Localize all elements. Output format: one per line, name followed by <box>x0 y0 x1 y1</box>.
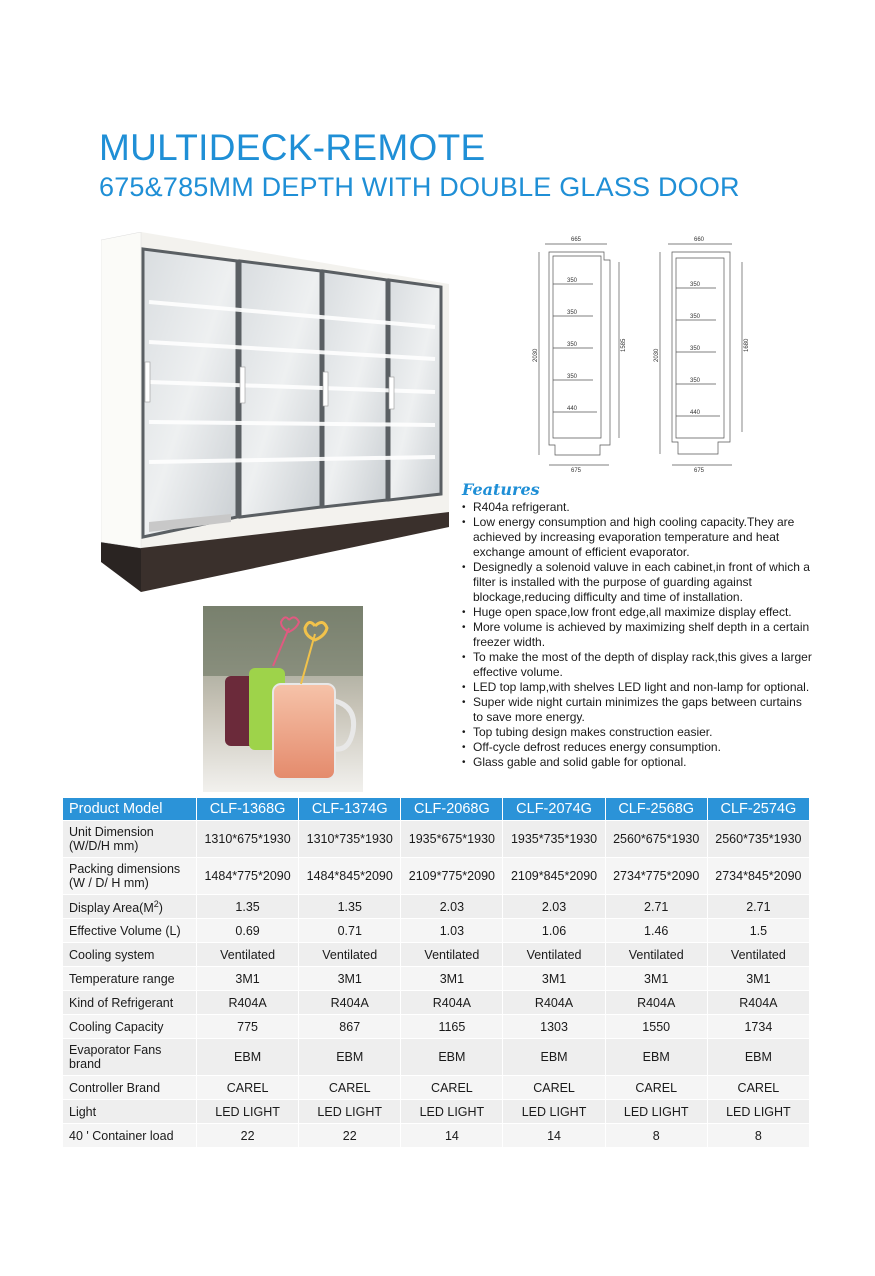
table-cell: LED LIGHT <box>197 1100 298 1123</box>
table-cell: CAREL <box>606 1076 707 1099</box>
feature-item: • Designedly a solenoid valuve in each cabinet,in front of which a filter is installed with the purpose of guarding against blockage,reducing difficulty and time of installation. <box>462 560 814 605</box>
table-cell: 1.46 <box>606 919 707 942</box>
table-header-row <box>63 798 809 820</box>
header-model: CLF-1368G <box>197 798 298 820</box>
dim-height-total: 2030 <box>533 348 539 362</box>
table-row <box>63 1015 809 1038</box>
row-label: Effective Volume (L) <box>63 919 196 942</box>
table-cell: 2109*775*2090 <box>401 858 502 894</box>
dim-inner-height: 1585 <box>621 338 627 352</box>
feature-item: • Off-cycle defrost reduces energy consumption. <box>462 740 814 755</box>
table-row <box>63 991 809 1014</box>
table-cell: 2560*675*1930 <box>606 821 707 857</box>
table-cell: CAREL <box>503 1076 604 1099</box>
table-cell: Ventilated <box>503 943 604 966</box>
table-row <box>63 943 809 966</box>
features-heading: Features <box>462 480 540 499</box>
feature-item: • Top tubing design makes construction easier. <box>462 725 814 740</box>
dim-bottom-shelf: 440 <box>567 406 578 412</box>
table-cell: Ventilated <box>708 943 809 966</box>
dim-shelf-1: 350 <box>690 282 701 288</box>
dim-shelf-3: 350 <box>567 342 578 348</box>
table-cell: 3M1 <box>197 967 298 990</box>
table-row <box>63 1100 809 1123</box>
table-cell: 2.03 <box>503 895 604 918</box>
table-cell: 1303 <box>503 1015 604 1038</box>
header-model: CLF-2568G <box>606 798 707 820</box>
row-label: Packing dimensions (W / D/ H mm) <box>63 858 196 894</box>
table-cell: EBM <box>503 1039 604 1075</box>
table-cell: 1310*735*1930 <box>299 821 400 857</box>
table-cell: CAREL <box>197 1076 298 1099</box>
dim-top-width: 660 <box>694 237 705 243</box>
dim-shelf-1: 350 <box>567 278 578 284</box>
table-cell: 3M1 <box>299 967 400 990</box>
table-cell: 1.5 <box>708 919 809 942</box>
table-cell: CAREL <box>299 1076 400 1099</box>
row-label: Evaporator Fans brand <box>63 1039 196 1075</box>
table-cell: R404A <box>708 991 809 1014</box>
table-cell: 1.06 <box>503 919 604 942</box>
table-cell: 22 <box>299 1124 400 1147</box>
table-cell: 2.71 <box>606 895 707 918</box>
table-cell: 14 <box>503 1124 604 1147</box>
table-cell: Ventilated <box>299 943 400 966</box>
table-cell: 8 <box>708 1124 809 1147</box>
table-cell: LED LIGHT <box>708 1100 809 1123</box>
table-cell: 0.71 <box>299 919 400 942</box>
table-cell: 775 <box>197 1015 298 1038</box>
page-subtitle: 675&785MM DEPTH WITH DOUBLE GLASS DOOR <box>99 172 740 202</box>
table-cell: R404A <box>197 991 298 1014</box>
section-drawing-675 <box>527 232 637 472</box>
table-cell: EBM <box>606 1039 707 1075</box>
dim-bottom-width: 675 <box>694 468 705 472</box>
table-row <box>63 895 809 918</box>
table-cell: LED LIGHT <box>606 1100 707 1123</box>
table-row <box>63 1076 809 1099</box>
table-cell: R404A <box>401 991 502 1014</box>
table-cell: EBM <box>197 1039 298 1075</box>
feature-item: • Glass gable and solid gable for optional. <box>462 755 814 770</box>
table-row <box>63 821 809 857</box>
feature-item: • Low energy consumption and high cooling capacity.They are achieved by increasing evaporation temperature and heat exchange amount of efficient evaporator. <box>462 515 814 560</box>
table-cell: 2.03 <box>401 895 502 918</box>
table-cell: 14 <box>401 1124 502 1147</box>
table-cell: 2.71 <box>708 895 809 918</box>
dim-inner-height: 1680 <box>744 338 750 352</box>
drinks-photo <box>203 606 363 792</box>
table-cell: 3M1 <box>503 967 604 990</box>
table-cell: CAREL <box>708 1076 809 1099</box>
section-drawing-660 <box>648 232 758 472</box>
table-cell: R404A <box>299 991 400 1014</box>
feature-item: • Super wide night curtain minimizes the gaps between curtains to save more energy. <box>462 695 814 725</box>
table-cell: CAREL <box>401 1076 502 1099</box>
dim-bottom-width: 675 <box>571 468 582 472</box>
row-label: Temperature range <box>63 967 196 990</box>
table-cell: LED LIGHT <box>401 1100 502 1123</box>
dim-shelf-4: 350 <box>567 374 578 380</box>
table-cell: 1734 <box>708 1015 809 1038</box>
features-list <box>462 500 814 770</box>
table-cell: R404A <box>503 991 604 1014</box>
header-model: CLF-1374G <box>299 798 400 820</box>
header-product-model: Product Model <box>63 798 196 820</box>
table-cell: EBM <box>299 1039 400 1075</box>
table-cell: 2109*845*2090 <box>503 858 604 894</box>
row-label: Controller Brand <box>63 1076 196 1099</box>
row-label: Cooling Capacity <box>63 1015 196 1038</box>
table-cell: 0.69 <box>197 919 298 942</box>
feature-item: • More volume is achieved by maximizing shelf depth in a certain freezer width. <box>462 620 814 650</box>
table-cell: 3M1 <box>708 967 809 990</box>
table-cell: 1.03 <box>401 919 502 942</box>
feature-item: • R404a refrigerant. <box>462 500 814 515</box>
table-row <box>63 1124 809 1147</box>
header-model: CLF-2074G <box>503 798 604 820</box>
table-cell: 1484*775*2090 <box>197 858 298 894</box>
header-model: CLF-2574G <box>708 798 809 820</box>
table-cell: 1484*845*2090 <box>299 858 400 894</box>
table-cell: 3M1 <box>401 967 502 990</box>
dim-shelf-2: 350 <box>567 310 578 316</box>
table-cell: EBM <box>708 1039 809 1075</box>
table-row <box>63 858 809 894</box>
table-cell: Ventilated <box>606 943 707 966</box>
row-label <box>63 895 196 918</box>
table-cell: 1935*735*1930 <box>503 821 604 857</box>
table-row <box>63 919 809 942</box>
row-label: Unit Dimension (W/D/H mm) <box>63 821 196 857</box>
table-cell: R404A <box>606 991 707 1014</box>
dim-height-total: 2030 <box>654 348 660 362</box>
table-cell: Ventilated <box>197 943 298 966</box>
table-cell: 2734*775*2090 <box>606 858 707 894</box>
table-cell: 2734*845*2090 <box>708 858 809 894</box>
table-cell: 1935*675*1930 <box>401 821 502 857</box>
table-cell: EBM <box>401 1039 502 1075</box>
dim-shelf-3: 350 <box>690 346 701 352</box>
fridge-image <box>101 232 449 592</box>
table-cell: 8 <box>606 1124 707 1147</box>
feature-item: • LED top lamp,with shelves LED light and non-lamp for optional. <box>462 680 814 695</box>
table-cell: 1.35 <box>299 895 400 918</box>
feature-item: • To make the most of the depth of display rack,this gives a larger effective volume. <box>462 650 814 680</box>
table-cell: 1.35 <box>197 895 298 918</box>
table-row <box>63 967 809 990</box>
row-label: Kind of Refrigerant <box>63 991 196 1014</box>
row-label: Cooling system <box>63 943 196 966</box>
table-cell: Ventilated <box>401 943 502 966</box>
dim-bottom-shelf: 440 <box>690 410 701 416</box>
row-label-superscript: 2 <box>153 899 159 910</box>
table-cell: LED LIGHT <box>503 1100 604 1123</box>
header-model: CLF-2068G <box>401 798 502 820</box>
table-cell: 1550 <box>606 1015 707 1038</box>
table-cell: LED LIGHT <box>299 1100 400 1123</box>
row-label: Light <box>63 1100 196 1123</box>
table-cell: 1310*675*1930 <box>197 821 298 857</box>
table-cell: 867 <box>299 1015 400 1038</box>
row-label: 40 ' Container load <box>63 1124 196 1147</box>
table-cell: 22 <box>197 1124 298 1147</box>
table-cell: 3M1 <box>606 967 707 990</box>
spec-table <box>62 797 810 1148</box>
feature-item: • Huge open space,low front edge,all maximize display effect. <box>462 605 814 620</box>
dim-top-width: 665 <box>571 237 582 243</box>
dim-shelf-2: 350 <box>690 314 701 320</box>
page-title: MULTIDECK-REMOTE <box>99 127 486 168</box>
table-cell: 1165 <box>401 1015 502 1038</box>
dim-shelf-4: 350 <box>690 378 701 384</box>
table-cell: 2560*735*1930 <box>708 821 809 857</box>
row-label-text: Display Area(M <box>69 901 154 916</box>
table-row <box>63 1039 809 1075</box>
row-label-end: ) <box>158 901 163 916</box>
